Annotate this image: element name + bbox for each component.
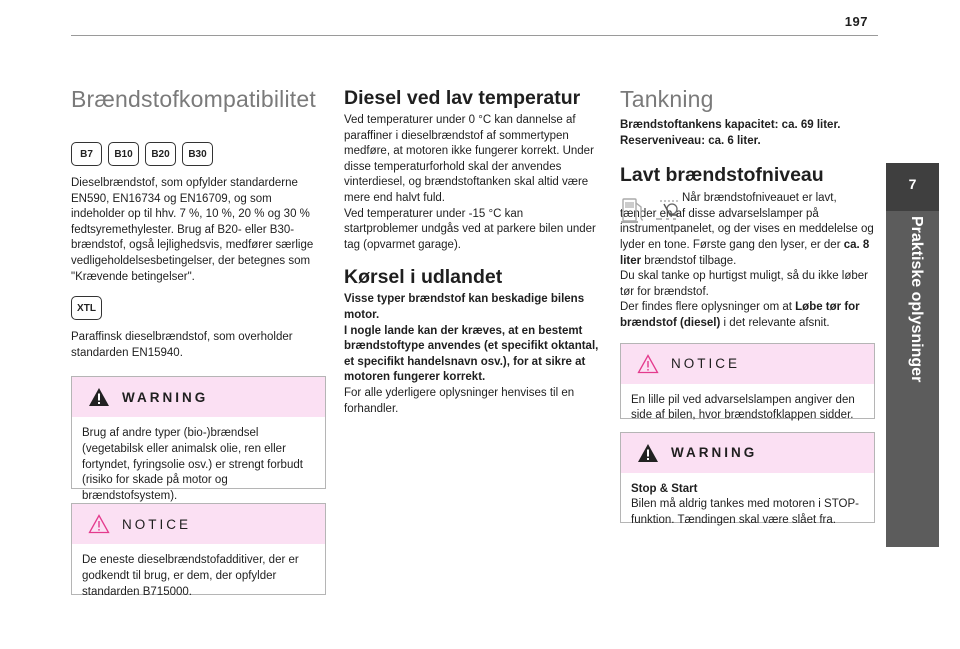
heading-refuelling: Tankning: [620, 86, 714, 112]
stop-start-label: Stop & Start: [631, 482, 698, 495]
fuel-xtl-icon: XTL: [71, 296, 102, 320]
warning-box: [71, 376, 326, 502]
diesel-low-temp-text: Ved temperaturer under 0 °C kan dannelse af paraffiner i dieselbrændstof af sommertypen medføre, at motoren ikke fungerer korrekt. Under disse temperaturforhold skal der anvendes vinterdiesel, og brændstoftanken skal altid være mere end halvt fuld.: [344, 114, 594, 204]
low-fuel-more-info: [620, 300, 875, 331]
xtl-description: Paraffinsk dieselbrændstof, som overholder standarden EN15940.: [71, 331, 293, 359]
reserve-level: Reserveniveau: ca. 6 liter.: [620, 134, 761, 147]
chapter-number: 7: [908, 176, 917, 192]
low-fuel-refill-text: Du skal tanke op hurtigst muligt, så du ikke løber tør for brændstof.: [620, 270, 869, 298]
warning-triangle-icon: [88, 387, 110, 407]
notice-triangle-icon: [88, 514, 110, 534]
stop-start-text: Bilen må aldrig tankes med motoren i STOP-funktion. Tændingen skal være slået fra.: [631, 498, 859, 526]
more-info-end: i det relevante afsnit.: [720, 316, 830, 329]
warning-header-2: [621, 433, 874, 473]
fuel-b7-icon: B7: [71, 142, 102, 166]
diesel-low-temp-text-2: Ved temperaturer under -15 °C kan startproblemer undgås ved at parkere bilen under tag (opvarmet garage).: [344, 207, 596, 251]
warning-box-2: [620, 432, 875, 526]
notice-triangle-icon: [637, 354, 659, 374]
fuel-b-description: Dieselbrændstof, som opfylder standarderne EN590, EN16734 og EN16709, og som indeholder op til hhv. 7 %, 10 %, 20 % og 30 % fedtsyremethylester. Brug af B20- eller B30-brændstof, også lejlighedsvis, medfører særlige vedligeholdelsesbetingelser, der betegnes som "Krævende betingelser".: [71, 177, 314, 283]
fuel-b20-icon: B20: [145, 142, 176, 166]
low-fuel-section: [620, 191, 875, 331]
heading-fuel-compatibility: Brændstofkompatibilitet: [71, 86, 316, 112]
notice-header-2: [621, 344, 874, 384]
warning-title: WARNING: [122, 389, 209, 405]
notice-box: [71, 503, 326, 598]
warning-header: [72, 377, 325, 417]
driving-abroad-text: For alle yderligere oplysninger henvises til en forhandler.: [344, 386, 575, 415]
notice-box-2: [620, 343, 875, 422]
warning-triangle-icon: [637, 443, 659, 463]
warning-body-2: [621, 473, 874, 537]
heading-driving-abroad: Kørsel i udlandet: [344, 266, 503, 289]
top-rule: [71, 35, 878, 36]
low-fuel-text-start: Når brændstofniveauet er lavt, tænder en af disse advarselslamper på instrumentpanelet, og der vises en meddelelse og lyder en tone. Første gang den lyser, er der: [620, 192, 874, 251]
page-number: 197: [844, 14, 868, 29]
heading-low-fuel: Lavt brændstofniveau: [620, 164, 824, 187]
fuel-pump-icon: [620, 193, 688, 227]
xtl-icon-row: [71, 296, 326, 320]
low-fuel-text-end: brændstof tilbage.: [641, 254, 737, 267]
driving-abroad-bold-text: Visse typer brændstof kan beskadige bilens motor. I nogle lande kan der kræves, at en bestemt brændstoftype anvendes (et specifikt oktantal, et specifikt handelsnavn osv.), for at sikre at motoren fungerer korrekt.: [344, 293, 599, 384]
column-fuel-compatibility: [71, 86, 326, 598]
notice-text-2: En lille pil ved advarselslampen angiver den side af bilen, hvor brændstofklappen sidder.: [631, 393, 855, 422]
notice-text: De eneste dieselbrændstofadditiver, der er godkendt til brug, er dem, der opfylder standarden B715000.: [82, 554, 299, 598]
column-diesel-low-temp: [344, 86, 599, 417]
column-refuelling: [620, 86, 875, 526]
fuel-b30-icon: B30: [182, 142, 213, 166]
heading-diesel-low-temp: Diesel ved lav temperatur: [344, 87, 581, 109]
notice-title-2: NOTICE: [671, 356, 741, 372]
more-info-start: Der findes flere oplysninger om at: [620, 301, 796, 314]
warning-title-2: WARNING: [671, 445, 758, 461]
low-fuel-remaining-litres: ca. 8 liter: [620, 238, 870, 267]
more-info-link-text: Løbe tør for brændstof (diesel): [620, 301, 860, 329]
fuel-b10-icon: B10: [108, 142, 139, 166]
warning-text: Brug af andre typer (bio-)brændsel (vegetabilsk eller animalsk olie, ren eller fortyndet, fyringsolie osv.) er strengt forbudt (risiko for skade på motor og brændstofsystem).: [82, 427, 303, 502]
notice-title: NOTICE: [122, 516, 192, 532]
notice-header: [72, 504, 325, 544]
chapter-title: Praktiske oplysninger: [908, 216, 925, 383]
fuel-type-icons: [71, 142, 326, 166]
tank-capacity: Brændstoftankens kapacitet: ca. 69 liter.: [620, 119, 841, 131]
